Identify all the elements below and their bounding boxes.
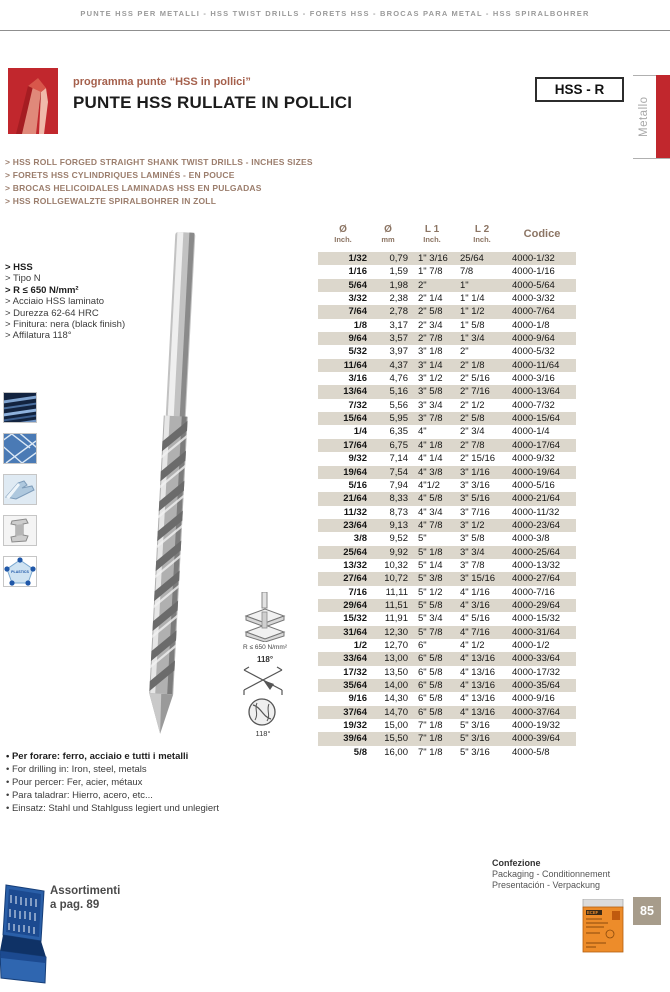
table-cell: 39/64: [343, 733, 367, 745]
table-cell: 5" 3/4: [418, 613, 443, 625]
table-cell: 4000-7/32: [512, 399, 555, 411]
table-row: [318, 359, 576, 372]
table-row: [318, 252, 576, 265]
table-row: [318, 706, 576, 719]
table-row: [318, 452, 576, 465]
table-cell: 15/64: [343, 413, 367, 425]
table-cell: 4": [418, 426, 427, 438]
table-cell: 16,00: [384, 746, 408, 758]
table-cell: 4000-11/32: [512, 506, 560, 518]
table-cell: 7/32: [348, 399, 367, 411]
table-cell: 4000-31/64: [512, 626, 561, 638]
table-row: [318, 412, 576, 425]
table-cell: 7" 1/8: [418, 720, 443, 732]
table-cell: 4000-23/64: [512, 519, 561, 531]
table-cell: 4000-3/8: [512, 533, 550, 545]
tip-angle-label: 118°: [256, 655, 274, 664]
table-row: [318, 292, 576, 305]
col-header-l1: L 1 Inch.: [423, 224, 441, 244]
table-cell: 5" 7/8: [418, 626, 443, 638]
table-row: [318, 466, 576, 479]
top-banner-text: PUNTE HSS PER METALLI - HSS TWIST DRILLS - FORETS HSS - BROCAS PARA METAL - HSS SPIRALBOHRER: [80, 9, 590, 18]
size-table: [318, 224, 576, 759]
table-row: [318, 572, 576, 585]
spec-line: > Acciaio HSS laminato: [5, 296, 105, 308]
table-cell: 31/64: [343, 626, 367, 638]
application-line: • Para taladrar: Hierro, acero, etc...: [6, 790, 153, 801]
table-cell: 15,50: [384, 733, 408, 745]
table-cell: 3" 3/4: [460, 546, 485, 558]
table-cell: 2" 7/8: [418, 333, 443, 345]
table-cell: 4000-19/32: [512, 720, 561, 732]
col-header-l2: L 2 Inch.: [473, 224, 491, 244]
table-cell: 17/64: [343, 439, 367, 451]
table-cell: 4,37: [389, 359, 408, 371]
spec-line: > Finitura: nera (black finish): [5, 319, 126, 331]
table-cell: 4000-1/4: [512, 426, 550, 438]
table-cell: 1/2: [353, 639, 367, 651]
table-cell: 9/64: [348, 333, 367, 345]
table-cell: 4000-5/16: [512, 479, 555, 491]
table-cell: 1" 1/4: [460, 293, 485, 305]
table-cell: 12,70: [384, 639, 408, 651]
table-cell: 4000-35/64: [512, 680, 561, 691]
table-row: [318, 626, 576, 639]
table-cell: 1,59: [389, 266, 408, 278]
col-header-diameter-inch: Ø Inch.: [334, 224, 352, 244]
table-cell: 1": [460, 279, 469, 291]
packaging-line-en-fr: Packaging - Conditionnement: [492, 869, 611, 879]
spec-line: > Affilatura 118°: [5, 330, 72, 342]
table-cell: 3" 5/8: [460, 533, 485, 545]
table-cell: 3" 3/16: [460, 479, 490, 491]
table-cell: 4" 7/16: [460, 626, 490, 638]
spec-line: > Tipo N: [5, 273, 41, 285]
table-cell: 4,76: [389, 373, 408, 385]
application-line: • For drilling in: Iron, steel, metals: [6, 764, 147, 775]
table-cell: 2,78: [389, 306, 408, 318]
table-cell: 29/64: [343, 599, 367, 611]
table-cell: 15/32: [343, 613, 367, 625]
table-cell: 6" 5/8: [418, 680, 443, 691]
table-row: [318, 732, 576, 745]
table-cell: 7,94: [389, 479, 408, 491]
table-cell: 13/64: [343, 386, 367, 398]
table-cell: 4000-17/32: [512, 666, 561, 678]
table-row: [318, 372, 576, 385]
table-cell: 4000-3/32: [512, 293, 555, 305]
load-rating-label: R ≤ 650 N/mm²: [242, 644, 288, 651]
table-cell: 9/16: [348, 693, 367, 705]
applications-list: [6, 750, 219, 815]
table-cell: 7,14: [389, 453, 408, 465]
table-row: [318, 746, 576, 759]
table-cell: 2": [418, 279, 427, 291]
table-cell: 4"1/2: [418, 479, 440, 491]
table-cell: 7/16: [348, 586, 367, 598]
table-cell: 19/64: [343, 466, 367, 478]
table-row: [318, 305, 576, 318]
table-cell: 4000-37/64: [512, 706, 561, 718]
table-cell: 2" 1/4: [418, 293, 443, 305]
table-cell: 2" 3/4: [418, 319, 443, 331]
table-cell: 4000-9/16: [512, 693, 555, 705]
table-header-row: [318, 224, 576, 251]
category-tab-label: Metallo: [638, 96, 650, 137]
table-cell: 27/64: [343, 573, 367, 585]
table-cell: 1/8: [353, 319, 367, 331]
table-cell: 9,92: [389, 546, 408, 558]
table-cell: 4" 1/8: [418, 439, 443, 451]
table-cell: 4000-7/64: [512, 306, 555, 318]
table-row: [318, 519, 576, 532]
table-row: [318, 586, 576, 599]
table-row: [318, 265, 576, 278]
tab-rule-bottom: [633, 158, 670, 159]
table-row: [318, 559, 576, 572]
table-cell: 2,38: [389, 293, 408, 305]
cross-section-angle-label: 118°: [255, 729, 271, 738]
table-cell: 13/32: [343, 559, 367, 571]
profiled-sheet-image: [3, 474, 37, 505]
table-cell: 13,00: [384, 653, 408, 665]
table-cell: 4000-39/64: [512, 733, 561, 745]
table-cell: 1" 1/2: [460, 306, 485, 318]
table-row: [318, 679, 576, 692]
table-cell: 35/64: [343, 680, 367, 691]
table-cell: 4000-9/64: [512, 333, 555, 345]
page-title: PUNTE HSS RULLATE IN POLLICI: [73, 93, 353, 112]
table-cell: 5/8: [353, 746, 367, 758]
steel-bars-image: [3, 392, 37, 423]
packaging-note: [492, 858, 610, 891]
intro-line: > HSS ROLLGEWALZTE SPIRALBOHRER IN ZOLL: [5, 196, 217, 206]
table-cell: 3" 7/8: [460, 559, 485, 571]
table-cell: 5" 3/8: [418, 573, 443, 585]
table-row: [318, 599, 576, 612]
table-cell: 5" 3/16: [460, 746, 490, 758]
table-cell: 14,70: [384, 706, 408, 718]
application-line: • Per forare: ferro, acciaio e tutti i metalli: [6, 751, 189, 762]
table-cell: 4000-15/64: [512, 413, 561, 425]
table-cell: 4000-1/8: [512, 319, 550, 331]
spec-line: > R ≤ 650 N/mm²: [5, 284, 79, 296]
table-cell: 25/64: [343, 546, 367, 558]
table-cell: 7/64: [348, 306, 367, 318]
table-cell: 3" 3/4: [418, 399, 443, 411]
table-cell: 4" 1/4: [418, 453, 443, 465]
table-cell: 12,30: [384, 626, 408, 638]
table-cell: 1/32: [348, 253, 367, 264]
table-cell: 4000-33/64: [512, 653, 561, 665]
top-divider: [0, 30, 670, 31]
table-cell: 4" 13/16: [460, 693, 496, 705]
size-table-body: [318, 252, 576, 759]
table-cell: 4000-13/64: [512, 386, 561, 398]
table-cell: 14,30: [384, 693, 408, 705]
table-cell: 3" 1/4: [418, 359, 443, 371]
intro-line: > FORETS HSS CYLINDRIQUES LAMINÉS - EN POUCE: [5, 170, 235, 180]
table-cell: 4" 13/16: [460, 653, 496, 665]
table-cell: 4" 1/2: [460, 639, 485, 651]
spec-line: > HSS: [5, 262, 33, 273]
assortment-page-ref: a pag. 89: [50, 899, 100, 911]
material-images-column: [3, 392, 39, 597]
program-label: programma punte “HSS in pollici”: [73, 76, 251, 88]
table-cell: 9,13: [389, 519, 408, 531]
table-cell: 3,57: [389, 333, 408, 345]
table-cell: 3" 1/16: [460, 466, 490, 478]
table-cell: 3" 5/16: [460, 493, 490, 505]
table-row: [318, 492, 576, 505]
table-cell: 5" 3/16: [460, 733, 490, 745]
category-tab-bar: [656, 75, 670, 158]
table-cell: 7/8: [460, 266, 474, 278]
table-cell: 6": [418, 639, 427, 651]
col-header-diameter-mm: Ø mm: [381, 224, 395, 244]
table-cell: 25/64: [460, 253, 484, 264]
tip-angle-diagram: [240, 664, 286, 701]
table-cell: 4000-1/16: [512, 266, 555, 278]
table-cell: 8,73: [389, 506, 408, 518]
table-row: [318, 425, 576, 438]
table-cell: 6,35: [389, 426, 408, 438]
table-cell: 4000-5/64: [512, 279, 555, 291]
table-row: [318, 532, 576, 545]
application-line: • Pour percer: Fer, acier, métaux: [6, 777, 143, 788]
table-cell: 2": [460, 346, 469, 358]
table-cell: 11/64: [343, 359, 367, 371]
intro-line: > BROCAS HELICOIDALES LAMINADAS HSS EN PULGADAS: [5, 183, 262, 193]
table-cell: 4000-1/2: [512, 639, 550, 651]
table-cell: 3" 1/8: [418, 346, 443, 358]
table-cell: 1/16: [348, 266, 367, 278]
spec-line: > Durezza 62-64 HRC: [5, 307, 99, 319]
table-cell: 33/64: [343, 653, 367, 665]
table-cell: 5" 1/2: [418, 586, 443, 598]
table-cell: 0,79: [389, 253, 408, 264]
table-cell: 13,50: [384, 666, 408, 678]
table-cell: 19/32: [343, 720, 367, 732]
wire-mesh-image: [3, 433, 37, 464]
table-cell: 2" 5/8: [460, 413, 485, 425]
table-cell: 4000-17/64: [512, 439, 561, 451]
table-cell: 4" 1/16: [460, 586, 490, 598]
packaging-line-es-de: Presentación - Verpackung: [492, 880, 601, 890]
assortment-title: Assortimenti: [50, 885, 121, 897]
plastics-pentagon-image: [3, 556, 37, 587]
table-cell: 3,17: [389, 319, 408, 331]
table-cell: 4000-5/8: [512, 746, 550, 758]
table-cell: 21/64: [343, 493, 367, 505]
table-cell: 9,52: [389, 533, 408, 545]
table-cell: 2" 5/16: [460, 373, 490, 385]
table-cell: 15,00: [384, 720, 408, 732]
table-cell: 3/8: [353, 533, 367, 545]
table-cell: 2" 1/8: [460, 359, 485, 371]
table-cell: 8,33: [389, 493, 408, 505]
table-cell: 5" 1/8: [418, 546, 443, 558]
table-cell: 1" 7/8: [418, 266, 443, 278]
table-cell: 1,98: [389, 279, 408, 291]
table-cell: 4000-19/64: [512, 466, 561, 478]
table-cell: 4000-27/64: [512, 573, 561, 585]
intro-list: [5, 156, 313, 208]
table-cell: 4000-11/64: [512, 359, 560, 371]
table-cell: 4" 5/8: [418, 493, 443, 505]
assortment-note: [50, 884, 120, 912]
table-cell: 3" 15/16: [460, 573, 496, 585]
table-cell: 5,56: [389, 399, 408, 411]
table-cell: 11,11: [385, 586, 408, 598]
table-cell: 6" 5/8: [418, 693, 443, 705]
table-cell: 4000-15/32: [512, 613, 561, 625]
table-cell: 23/64: [343, 519, 367, 531]
table-cell: 4000-7/16: [512, 586, 555, 598]
table-cell: 10,72: [384, 573, 408, 585]
table-cell: 4" 13/16: [460, 706, 496, 718]
model-badge: HSS - R: [535, 77, 624, 102]
table-row: [318, 319, 576, 332]
table-cell: 3/16: [348, 373, 367, 385]
table-row: [318, 399, 576, 412]
table-cell: 3" 1/2: [460, 519, 485, 531]
table-cell: 3,97: [389, 346, 408, 358]
table-row: [318, 332, 576, 345]
table-cell: 5/32: [348, 346, 367, 358]
brand-logo-icon: [8, 68, 58, 134]
table-cell: 4000-25/64: [512, 546, 561, 558]
table-row: [318, 652, 576, 665]
table-cell: 2" 5/8: [418, 306, 443, 318]
table-row: [318, 385, 576, 398]
table-row: [318, 546, 576, 559]
table-cell: 9/32: [348, 453, 367, 465]
table-cell: 5/64: [348, 279, 367, 291]
table-cell: 6" 5/8: [418, 653, 443, 665]
table-cell: 4000-9/32: [512, 453, 555, 465]
plastics-label: PLASTICS: [11, 570, 29, 574]
table-cell: 3/32: [348, 293, 367, 305]
table-cell: 2" 3/4: [460, 426, 485, 438]
table-cell: 10,32: [384, 559, 408, 571]
table-cell: 7" 1/8: [418, 746, 443, 758]
table-cell: 1/4: [353, 426, 367, 438]
table-cell: 5" 3/16: [460, 720, 490, 732]
table-cell: 2" 7/8: [460, 439, 485, 451]
package-brand-label: ECEF: [587, 910, 599, 916]
table-cell: 11,51: [384, 599, 408, 611]
col-header-codice: Codice: [523, 228, 561, 240]
table-cell: 5" 1/4: [418, 559, 443, 571]
i-beam-image: [3, 515, 37, 546]
drill-bit-photo: [126, 228, 218, 750]
table-row: [318, 666, 576, 679]
shank-load-diagram: [242, 592, 288, 647]
table-row: [318, 279, 576, 292]
table-cell: 11,91: [384, 613, 408, 625]
drill-logo-graphic: [8, 68, 58, 134]
table-cell: 7" 1/8: [418, 733, 443, 745]
table-cell: 14,00: [384, 680, 408, 691]
application-line: • Einsatz: Stahl und Stahlguss legiert und unlegiert: [6, 803, 219, 814]
table-row: [318, 345, 576, 358]
table-cell: 2" 1/2: [460, 399, 485, 411]
table-cell: 5,16: [389, 386, 408, 398]
table-cell: 4" 13/16: [460, 666, 496, 678]
table-cell: 4000-5/32: [512, 346, 555, 358]
table-cell: 4" 7/8: [418, 519, 443, 531]
table-row: [318, 439, 576, 452]
table-cell: 4000-29/64: [512, 599, 561, 611]
table-cell: 3" 7/8: [418, 413, 443, 425]
table-cell: 4" 5/16: [460, 613, 490, 625]
table-cell: 4000-13/32: [512, 559, 561, 571]
table-cell: 4000-3/16: [512, 373, 555, 385]
table-cell: 4" 3/4: [418, 506, 443, 518]
table-cell: 5" 5/8: [418, 599, 443, 611]
table-row: [318, 506, 576, 519]
table-cell: 37/64: [343, 706, 367, 718]
table-cell: 4000-21/64: [512, 493, 561, 505]
table-cell: 6,75: [389, 439, 408, 451]
drill-case-photo: [0, 883, 48, 988]
table-cell: 4000-1/32: [512, 253, 555, 264]
table-cell: 3" 1/2: [418, 373, 443, 385]
table-row: [318, 612, 576, 625]
packaging-title: Confezione: [492, 858, 541, 868]
table-cell: 6" 5/8: [418, 706, 443, 718]
table-row: [318, 692, 576, 705]
table-cell: 2" 7/16: [460, 386, 490, 398]
table-cell: 1" 3/4: [460, 333, 485, 345]
table-row: [318, 479, 576, 492]
page-number-badge: 85: [633, 897, 661, 925]
table-cell: 6" 5/8: [418, 666, 443, 678]
table-cell: 1" 5/8: [460, 319, 485, 331]
table-cell: 5/16: [348, 479, 367, 491]
table-cell: 3" 5/8: [418, 386, 443, 398]
table-cell: 2" 15/16: [460, 453, 496, 465]
cross-section-diagram: [247, 697, 277, 732]
table-cell: 1" 3/16: [418, 253, 448, 264]
package-photo: [582, 899, 624, 954]
table-row: [318, 639, 576, 652]
table-cell: 11/32: [343, 506, 367, 518]
spec-list: [5, 262, 125, 342]
table-cell: 3" 7/16: [460, 506, 490, 518]
table-cell: 17/32: [343, 666, 367, 678]
intro-line: > HSS ROLL FORGED STRAIGHT SHANK TWIST DRILLS - INCHES SIZES: [5, 157, 313, 167]
table-cell: 4" 3/16: [460, 599, 490, 611]
table-row: [318, 719, 576, 732]
table-cell: 4" 3/8: [418, 466, 443, 478]
table-cell: 5": [418, 533, 427, 545]
table-cell: 4" 13/16: [460, 680, 496, 691]
table-cell: 5,95: [389, 413, 408, 425]
table-cell: 7,54: [389, 466, 408, 478]
